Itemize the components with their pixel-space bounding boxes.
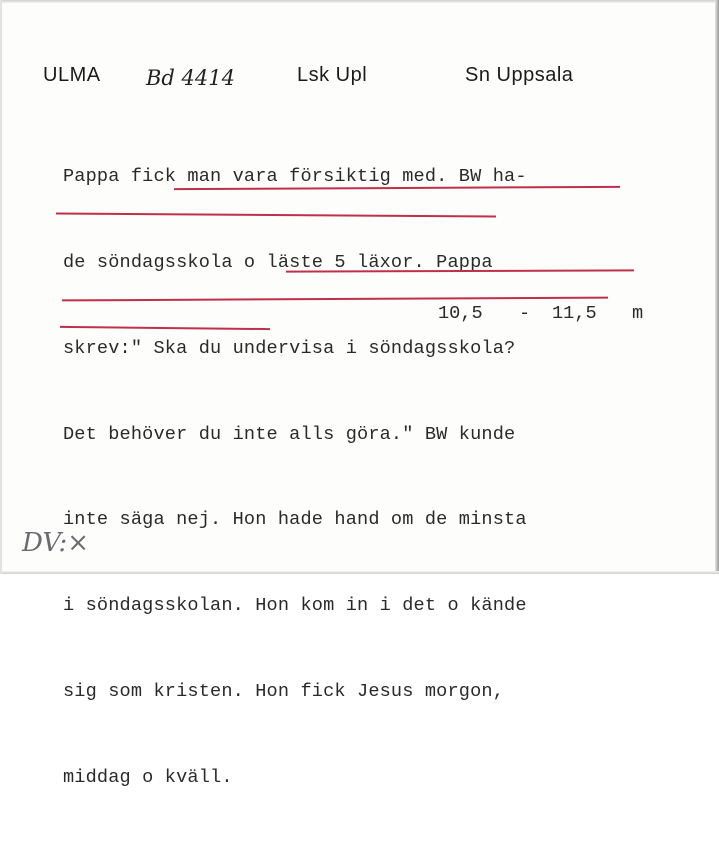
text-line-7: sig som kristen. Hon fick Jesus morgon,: [63, 680, 505, 702]
scan-edge-right: [715, 0, 719, 574]
volume-number: Bd 4414: [146, 66, 235, 90]
landskap-label: Lsk Upl: [297, 64, 368, 86]
text-line-2: de söndagsskola o läste 5 läxor. Pappa: [63, 251, 493, 273]
text-line-6: i söndagsskolan. Hon kom in i det o kände: [63, 595, 527, 617]
measure-from: 10,5: [438, 303, 483, 324]
card-text: [63, 106, 527, 849]
scan-edge-left: [0, 0, 2, 574]
text-line-5: inte säga nej. Hon hade hand om de minsta: [63, 509, 527, 531]
measure-dash: -: [519, 303, 531, 324]
scan-edge-top: [0, 0, 719, 3]
text-line-3: skrev:" Ska du undervisa i söndagsskola?: [63, 337, 516, 359]
measure-to: 11,5: [552, 303, 597, 324]
text-line-8: middag o kväll.: [63, 766, 233, 788]
text-line-4: Det behöver du inte alls göra." BW kunde: [63, 423, 516, 445]
text-line-1: Pappa fick man vara försiktig med. BW ha-: [63, 166, 527, 188]
pencil-signature: DV:×: [22, 528, 90, 558]
socken-label: Sn Uppsala: [465, 64, 574, 86]
measure-unit: m: [632, 303, 644, 324]
archive-name: ULMA: [43, 64, 101, 86]
